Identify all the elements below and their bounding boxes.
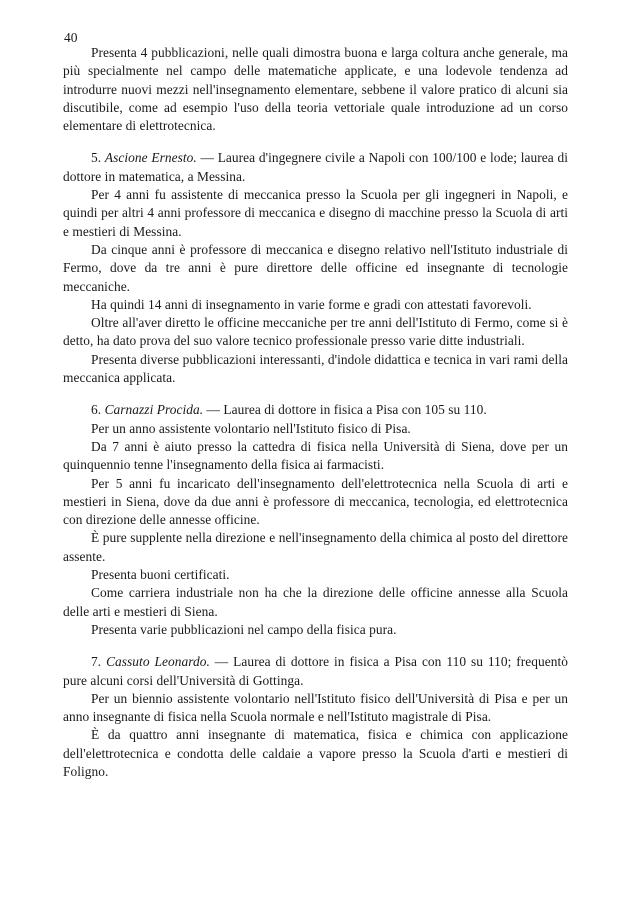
entry-paragraph: Da cinque anni è professore di meccanica e disegno relativo nell'Istituto industriale di Fermo, dove da tre anni è pure direttore delle officine ed insegnante di tecnologie meccaniche. [63, 241, 568, 294]
entry-paragraph: Presenta buoni certificati. [91, 567, 230, 583]
entry-head-text: — Laurea d'ingegnere civile a Napoli con 100/100 e lode; laurea di dottore in matematica, a Messina. [63, 150, 568, 184]
entry-head-text: — Laurea di dottore in fisica a Pisa con 110 su 110; frequentò pure alcuni corsi dell'Università di Gottinga. [63, 654, 569, 688]
entry-paragraph: Per un biennio assistente volontario nell'Istituto fisico dell'Università di Pisa e per un anno insegnante di fisica nella Scuola normale e nell'Istituto magistrale di Pisa. [63, 690, 568, 725]
intro-paragraph: Presenta 4 pubblicazioni, nelle quali dimostra buona e larga coltura anche generale, ma più specialmente nel campo delle matematiche applicate, e una lodevole tendenza ad introdurre nuovi mezzi nell'insegnamento elementare, sebbene il valore pratico di alcuni sia discutibile, come ad esempio l'uso della teoria vettoriale quale introduzione ad un corso elementare di elettrotecnica. [63, 45, 568, 134]
entry-heading [63, 653, 568, 690]
entry-number: 7. [91, 654, 102, 670]
document-body [63, 44, 568, 781]
entry-paragraph: È da quattro anni insegnante di matematica, fisica e chimica con applicazione dell'elettrotecnica e condotta delle caldaie a vapore presso la Scuola d'arti e mestieri di Foligno. [63, 727, 568, 779]
entry-paragraph: Come carriera industriale non ha che la direzione delle officine annesse alla Scuola delle arti e mestieri di Siena. [63, 585, 568, 619]
entry-paragraph: Per 4 anni fu assistente di meccanica presso la Scuola per gli ingegneri in Napoli, e quindi per altri 4 anni professore di meccanica e disegno di macchine presso la Scuola di arti e mestieri di Messina. [63, 187, 568, 239]
entry-number: 6. [91, 402, 102, 418]
page-number: 40 [64, 30, 78, 45]
entry-paragraph: Ha quindi 14 anni di insegnamento in varie forme e gradi con attestati favorevoli. [91, 296, 532, 312]
entry-paragraph: Per un anno assistente volontario nell'Istituto fisico di Pisa. [91, 420, 411, 436]
candidate-name: Ascione Ernesto. [104, 150, 197, 166]
entry-ascione [63, 149, 568, 387]
entry-paragraph: Per 5 anni fu incaricato dell'insegnamento dell'elettrotecnica nella Scuola di arti e mestieri in Siena, dove da due anni è professore di meccanica, tecnologia, ed elettrotecnica con direzione delle annesse officine. [63, 475, 568, 528]
entry-paragraph: Oltre all'aver diretto le officine meccaniche per tre anni dell'Istituto di Fermo, come si è detto, ha dato prova del suo valore tecnico professionale presso varie ditte industriali. [63, 315, 568, 349]
entry-cassuto [63, 653, 568, 781]
candidate-name: Cassuto Leonardo. [106, 654, 210, 670]
entry-heading [63, 401, 568, 419]
entry-carnazzi [63, 401, 568, 639]
entry-number: 5. [91, 150, 102, 166]
entry-paragraph: È pure supplente nella direzione e nell'insegnamento della chimica al posto del direttore assente. [63, 530, 568, 564]
entry-paragraph: Presenta varie pubblicazioni nel campo della fisica pura. [91, 621, 397, 637]
entry-heading [63, 149, 568, 186]
candidate-name: Carnazzi Procida. [104, 402, 204, 418]
entry-paragraph: Da 7 anni è aiuto presso la cattedra di fisica nella Università di Siena, dove per un quinquennio tenne l'insegnamento della fisica ai farmacisti. [63, 438, 568, 473]
entry-paragraph: Presenta diverse pubblicazioni interessanti, d'indole didattica e tecnica in vari rami della meccanica applicata. [63, 351, 568, 386]
entry-head-text: — Laurea di dottore in fisica a Pisa con 105 su 110. [206, 402, 487, 418]
